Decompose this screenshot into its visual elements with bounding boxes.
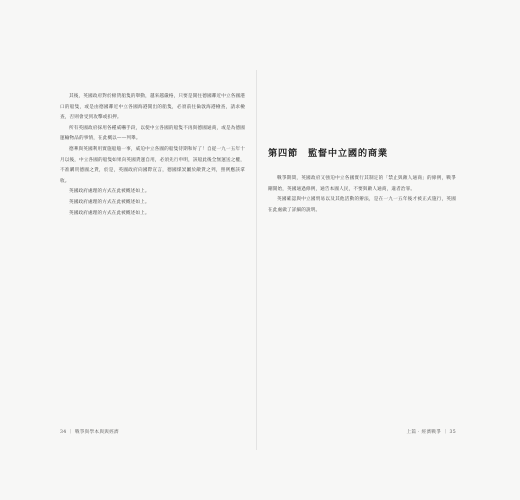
page-gutter [256, 70, 257, 450]
left-paragraph-6: 英國政府處理的方式在此被概述如上。 [69, 210, 150, 216]
left-paragraph-2: 所有英國政府採用各種威嚇手段，以使中立各國的船隻不再與德國通商，或是為德國運輸物品的事情，在此概以——列舉。 [60, 125, 245, 142]
section-title: 第四節 監督中立國的商業 [268, 148, 388, 159]
left-paragraph-3: 德華與英國利用實施船舶一事，威迫中立各國的船隻待期和好了！自從一九一五年十月以後，中立各國的船隻如果向英國貨運自用，必須先行申明，該船此後全無運送之權，不准購買德國之貨，於是，英國政府向國際宣言，德國煤炭屬於敵貨之列，照例應該拿收。 [60, 146, 246, 184]
right-paragraph-2: 英國確認與中立國貿易以及其他活動的辦法，是在一九一五年後才被正式施行，英國在此處做了詳細的說明。 [268, 197, 456, 213]
left-paragraph-5: 英國政府處理的方式在此被概述如上。 [69, 199, 150, 205]
right-paragraph-1: 戰爭期間，英國政府又強迫中立各國實行其制定的「禁止與敵人通商」的條例，戰爭剛開始，英國通過條例，通告本國人民，不要與敵人通商，違者治罪。 [268, 176, 456, 192]
right-page-footer: 上篇 · 經濟戰爭 ｜ 35 [406, 430, 456, 435]
left-paragraph-1: 其後，英國政府對於棉貨船隻的舉動，越來越嚴格，只要是開往德國鄰近中立各國港口的船隻，或是由德國鄰近中立各國海港開出的船隻，必須前往倫敦海港檢查，請求檢查，否則會受到攻擊或扣押。 [60, 94, 245, 121]
left-page [60, 92, 245, 432]
right-page [268, 92, 456, 432]
left-page-footer: 34 ｜ 戰爭與學本與與經濟 [60, 430, 119, 435]
left-paragraph-4: 英國政府處理的方式在此被概述如上。 [69, 189, 150, 195]
